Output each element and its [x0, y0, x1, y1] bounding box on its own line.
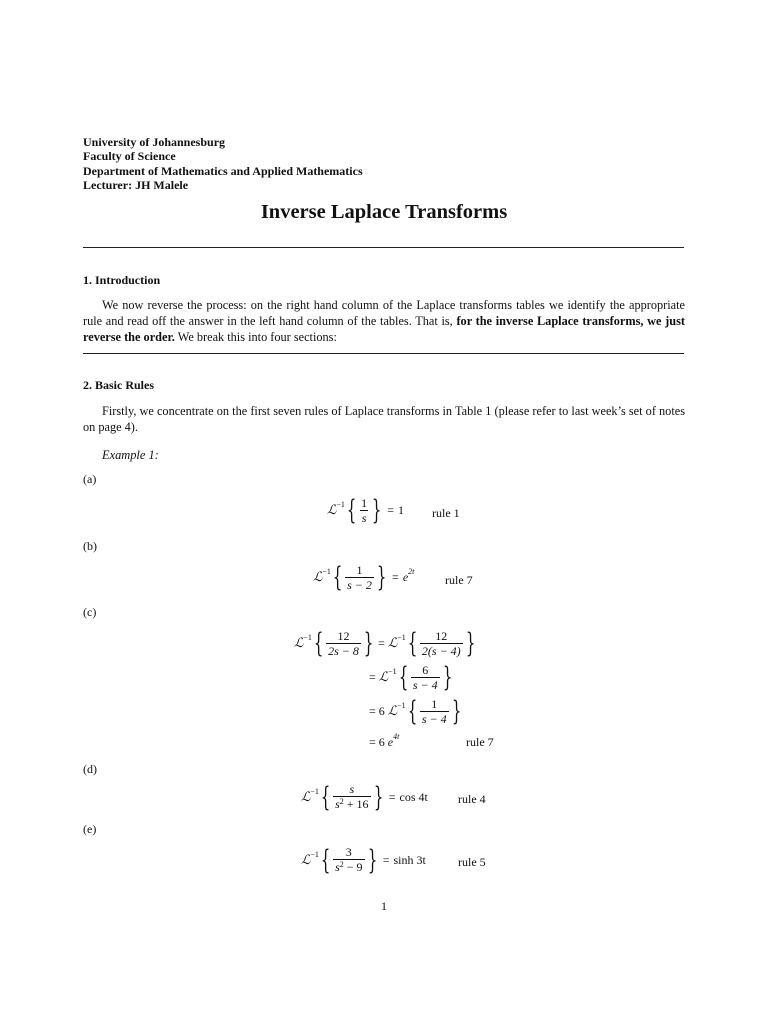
rule-label-d: rule 4	[458, 792, 486, 806]
laplace-symbol: ℒ	[301, 790, 311, 805]
equals-sign: =	[378, 636, 385, 650]
right-brace: }	[367, 844, 377, 876]
inverse-exponent: −1	[397, 701, 406, 710]
denominator-exponent: 2	[339, 797, 344, 806]
laplace-symbol: ℒ	[387, 704, 398, 719]
header-department: Department of Mathematics and Applied Mathematics	[83, 164, 363, 178]
right-brace: }	[363, 627, 374, 659]
example-label: Example 1:	[102, 448, 159, 462]
numerator: 1	[356, 563, 363, 577]
result: 1	[398, 503, 405, 517]
equation-c-line-4	[369, 732, 400, 750]
right-brace: }	[465, 627, 475, 659]
denominator: 2(s − 4)	[421, 644, 461, 658]
left-brace: {	[332, 561, 343, 593]
basic-rules-paragraph	[83, 403, 685, 435]
fraction	[359, 497, 369, 524]
laplace-symbol: ℒ	[301, 853, 311, 868]
equals-sign: =	[392, 570, 399, 584]
intro-text-1: We now reverse the process: on the right hand column of the Laplace transforms tables we identify the appropriate rule and read off the answer in the left hand column of the tables. That is,	[83, 298, 685, 328]
left-brace: {	[320, 781, 331, 813]
equals-sign: =	[382, 853, 390, 867]
equals-sign: =	[369, 704, 376, 718]
header-faculty: Faculty of Science	[83, 149, 176, 163]
result: sinh 3t	[393, 853, 426, 867]
left-brace: {	[398, 661, 408, 693]
equals-sign: =	[388, 790, 396, 804]
part-label-a: (a)	[83, 472, 97, 486]
denominator-exponent: 2	[339, 860, 344, 869]
rule-label-a: rule 1	[432, 506, 460, 520]
document-title: Inverse Laplace Transforms	[260, 201, 508, 223]
laplace-symbol: ℒ	[387, 636, 398, 651]
left-brace: {	[320, 844, 331, 876]
basic-rules-text: Firstly, we concentrate on the first seven rules of Laplace transforms in Table 1 (please refer to last week’s set of notes on page 4).	[83, 404, 685, 434]
fraction	[345, 564, 374, 591]
coefficient: 6	[378, 735, 385, 749]
section-divider	[83, 353, 684, 354]
denominator	[333, 796, 370, 812]
numerator: 1	[361, 496, 368, 510]
denominator	[333, 859, 364, 875]
coefficient: 6	[378, 704, 385, 718]
fraction	[420, 698, 449, 725]
right-brace: }	[451, 695, 461, 727]
left-brace: {	[407, 695, 417, 727]
part-label-c: (c)	[83, 605, 97, 619]
fraction	[333, 783, 370, 812]
rule-label-b: rule 7	[445, 573, 473, 587]
section-heading-basic-rules: 2. Basic Rules	[83, 378, 155, 392]
title-divider	[83, 247, 684, 248]
denominator: s	[361, 511, 367, 525]
right-brace: }	[371, 494, 382, 526]
numerator: 12	[337, 629, 350, 643]
left-brace: {	[313, 627, 324, 659]
left-brace: {	[407, 627, 418, 659]
inverse-exponent: −1	[310, 850, 319, 859]
section-heading-introduction: 1. Introduction	[83, 273, 161, 287]
laplace-symbol: ℒ	[327, 503, 337, 518]
result-base: e	[387, 735, 394, 749]
laplace-symbol: ℒ	[313, 570, 323, 585]
header-lecturer: Lecturer: JH Malele	[83, 178, 189, 192]
denominator-rest: − 9	[343, 860, 363, 874]
inverse-exponent: −1	[388, 667, 397, 676]
numerator: s	[349, 782, 355, 796]
equals-sign: =	[369, 735, 376, 749]
fraction	[333, 846, 364, 875]
denominator-base: s	[335, 860, 340, 874]
laplace-symbol: ℒ	[294, 636, 304, 651]
result: cos 4t	[399, 790, 428, 804]
equation-b	[313, 561, 415, 593]
fraction	[326, 630, 361, 657]
fraction	[420, 630, 463, 657]
denominator: s − 4	[421, 712, 447, 726]
left-brace: {	[346, 494, 357, 526]
rule-label-e: rule 5	[458, 855, 486, 869]
part-label-d: (d)	[83, 762, 97, 776]
header-university: University of Johannesburg	[83, 135, 226, 149]
laplace-symbol: ℒ	[378, 670, 389, 685]
equation-a	[327, 494, 405, 526]
result-exponent: 4t	[393, 732, 400, 741]
inverse-exponent: −1	[303, 633, 312, 642]
equals-sign: =	[387, 503, 395, 517]
introduction-paragraph	[83, 297, 685, 345]
intro-bold-text: for the inverse Laplace transforms, we just reverse the order.	[83, 314, 685, 344]
denominator-base: s	[335, 797, 340, 811]
page-number: 1	[381, 899, 387, 913]
denominator: 2s − 8	[328, 644, 359, 658]
part-label-e: (e)	[83, 822, 97, 836]
numerator: 6	[422, 663, 429, 677]
result-exponent: 2t	[408, 567, 415, 576]
numerator: 12	[435, 629, 448, 643]
fraction	[411, 664, 440, 691]
denominator: s − 4	[412, 678, 438, 692]
equation-e	[301, 846, 426, 875]
equation-c-line-1	[294, 627, 477, 659]
part-label-b: (b)	[83, 539, 97, 553]
right-brace: }	[376, 561, 387, 593]
equation-c-line-3	[369, 695, 463, 727]
result-base: e	[402, 570, 409, 584]
intro-text-2: We break this into four sections:	[174, 330, 337, 344]
right-brace: }	[373, 781, 383, 813]
inverse-exponent: −1	[322, 567, 331, 576]
rule-label-c: rule 7	[466, 735, 494, 749]
numerator: 1	[431, 697, 438, 711]
equation-c-line-2	[369, 661, 454, 693]
denominator-rest: + 16	[343, 797, 369, 811]
equals-sign: =	[369, 670, 376, 684]
inverse-exponent: −1	[336, 500, 345, 509]
numerator: 3	[345, 845, 352, 859]
equation-d	[301, 783, 428, 812]
right-brace: }	[442, 661, 452, 693]
denominator: s − 2	[347, 578, 372, 592]
inverse-exponent: −1	[310, 787, 319, 796]
inverse-exponent: −1	[397, 633, 406, 642]
